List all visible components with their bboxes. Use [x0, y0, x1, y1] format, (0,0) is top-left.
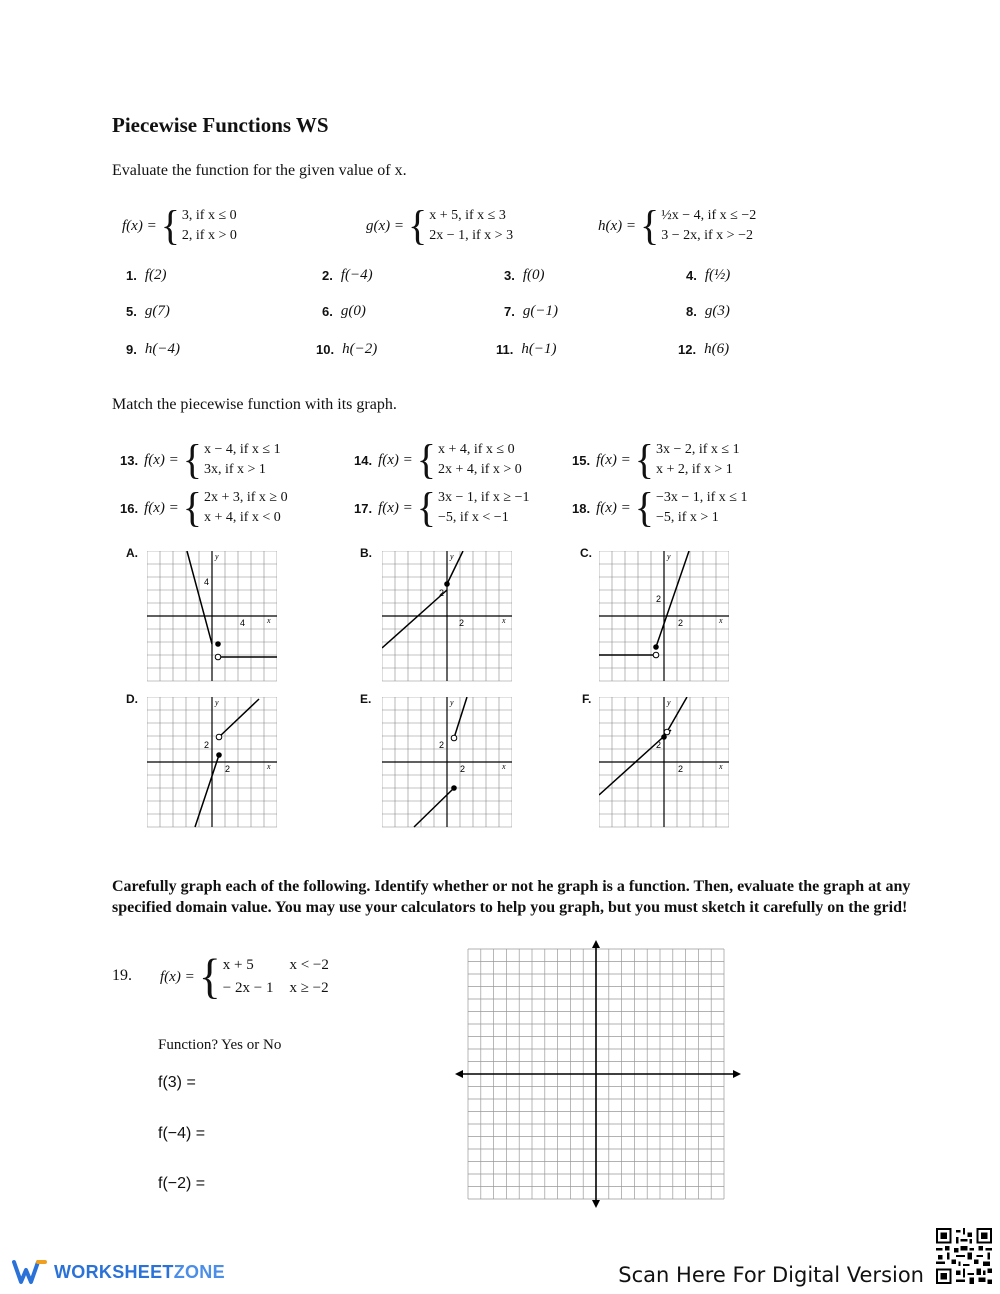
case-1: 3, if x ≤ 0: [181, 208, 237, 223]
case-2: 3 − 2x, if x > −2: [661, 228, 753, 243]
graph-line: [454, 697, 467, 738]
axis-label-y: y: [450, 698, 454, 707]
tick-label-x: 2: [460, 764, 466, 774]
eval-f-neg2: f(−2) =: [158, 1175, 206, 1192]
axis-label-x: x: [502, 616, 506, 625]
graph-label-f: F.: [582, 692, 592, 706]
function-h-definition: [598, 201, 757, 250]
axis-label-y: y: [450, 552, 454, 561]
graph-c: [599, 551, 729, 683]
scan-text: Scan Here For Digital Version: [618, 1263, 924, 1287]
brace-icon: {: [182, 483, 202, 532]
axis-label-x: x: [719, 616, 723, 625]
match-function-18: 18. f(x) = { −3x − 1, if x ≤ 1 −5, if x > 1: [572, 483, 748, 532]
match-function-15: 15. f(x) = { 3x − 2, if x ≤ 1 x + 2, if x > 1: [572, 435, 740, 484]
problem-item: 9. h(−4): [126, 341, 180, 357]
axis-label-y: y: [215, 698, 219, 707]
problem-item: 7. g(−1): [504, 303, 558, 319]
open-point: [664, 729, 670, 735]
tick-label-y: 2: [204, 740, 210, 750]
problem-item: 5. g(7): [126, 303, 170, 319]
function-g-definition: [366, 201, 514, 250]
problem-item: 10. h(−2): [316, 341, 378, 357]
brace-icon: {: [416, 435, 436, 484]
tick-label-y: 2: [439, 740, 445, 750]
eval-f3: f(3) =: [158, 1074, 196, 1091]
open-point: [653, 652, 659, 658]
graph-b: [382, 551, 512, 683]
qr-code-icon[interactable]: [936, 1228, 992, 1284]
tick-label-x: 4: [240, 618, 246, 628]
open-point: [215, 654, 221, 660]
tick-label-x: 2: [225, 764, 231, 774]
axis-label-x: x: [719, 762, 723, 771]
brace-icon: {: [416, 483, 436, 532]
problem-19-number: 19.: [112, 967, 132, 984]
match-function-17: 17. f(x) = { 3x − 1, if x ≥ −1 −5, if x < −1: [354, 483, 530, 532]
problem-item: 12. h(6): [678, 341, 730, 357]
axis-label-x: x: [267, 616, 271, 625]
match-function-14: 14. f(x) = { x + 4, if x ≤ 0 2x + 4, if x > 0: [354, 435, 522, 484]
tick-label-x: 2: [678, 618, 684, 628]
case-2: 2x − 1, if x > 3: [429, 228, 514, 243]
axis-label-x: x: [267, 762, 271, 771]
brace-icon: {: [640, 201, 660, 250]
brace-icon: {: [198, 949, 221, 1004]
problem-item: 2. f(−4): [322, 267, 373, 283]
graphing-grid[interactable]: [453, 938, 743, 1210]
tick-label-y: 2: [656, 594, 662, 604]
open-point: [216, 734, 222, 740]
open-point: [451, 735, 457, 741]
page-title: Piecewise Functions WS: [112, 113, 329, 137]
worksheetzone-logo[interactable]: [12, 1258, 225, 1286]
brand-name: WORKSHEETZONE: [54, 1261, 225, 1282]
graph-label-c: C.: [580, 546, 592, 560]
problem-item: 4. f(½): [686, 267, 731, 283]
closed-point: [653, 644, 659, 650]
graph-d: [147, 697, 277, 829]
eval-f-neg4: f(−4) =: [158, 1125, 206, 1142]
function-lhs: g(x) =: [366, 217, 405, 234]
arrow-right-icon: [733, 1070, 741, 1078]
tick-label-y: 2: [656, 740, 662, 750]
arrow-up-icon: [592, 940, 600, 948]
section3-instruction: Carefully graph each of the following. Identify whether or not he graph is a function. Then, evaluate the graph at any specified domain value. You may use your calculators to help you graph, but you must sketch it carefully on the grid!: [112, 878, 911, 916]
graph-label-e: E.: [360, 692, 372, 706]
tick-label-x: 2: [459, 618, 465, 628]
graph-line: [195, 755, 219, 827]
match-function-16: 16. f(x) = { 2x + 3, if x ≥ 0 x + 4, if x < 0: [120, 483, 288, 532]
problem-item: 8. g(3): [686, 303, 730, 319]
closed-point: [444, 581, 450, 587]
section1-instruction: Evaluate the function for the given value of x.: [112, 162, 407, 179]
function-lhs: h(x) =: [598, 217, 637, 234]
closed-point: [215, 641, 221, 647]
tick-label-y: 4: [204, 577, 210, 587]
brace-icon: {: [160, 201, 180, 250]
graph-f: [599, 697, 729, 829]
axis-label-y: y: [215, 552, 219, 561]
graph-label-a: A.: [126, 546, 138, 560]
graph-label-b: B.: [360, 546, 372, 560]
function-lhs: f(x) =: [122, 217, 157, 234]
problem-item: 6. g(0): [322, 303, 366, 319]
graph-line: [382, 590, 447, 648]
graph-label-d: D.: [126, 692, 138, 706]
match-function-13: 13. f(x) = { x − 4, if x ≤ 1 3x, if x > 1: [120, 435, 281, 484]
function-question: Function? Yes or No: [158, 1037, 282, 1053]
graph-line: [187, 551, 212, 644]
brace-icon: {: [408, 201, 428, 250]
arrow-left-icon: [455, 1070, 463, 1078]
problem-item: 3. f(0): [504, 267, 545, 283]
axis-label-x: x: [502, 762, 506, 771]
closed-point: [451, 785, 457, 791]
tick-label-y: 2: [439, 588, 445, 598]
function-f-definition: [122, 201, 237, 250]
brace-icon: {: [634, 435, 654, 484]
problem-item: 1. f(2): [126, 267, 167, 283]
problem-19-function: f(x) = { x + 5 x < −2 − 2x − 1 x ≥ −2: [160, 949, 329, 1004]
graph-a: [147, 551, 277, 683]
closed-point: [216, 752, 222, 758]
problem-item: 11. h(−1): [496, 341, 557, 357]
case-1: ½x − 4, if x ≤ −2: [661, 208, 757, 223]
graph-e: [382, 697, 512, 829]
brace-icon: {: [634, 483, 654, 532]
section2-instruction: Match the piecewise function with its graph.: [112, 396, 397, 413]
tick-label-x: 2: [678, 764, 684, 774]
logo-icon: [12, 1258, 48, 1286]
brace-icon: {: [182, 435, 202, 484]
arrow-down-icon: [592, 1200, 600, 1208]
case-2: 2, if x > 0: [181, 228, 237, 243]
axis-label-y: y: [667, 552, 671, 561]
case-1: x + 5, if x ≤ 3: [429, 208, 506, 223]
axis-label-y: y: [667, 698, 671, 707]
